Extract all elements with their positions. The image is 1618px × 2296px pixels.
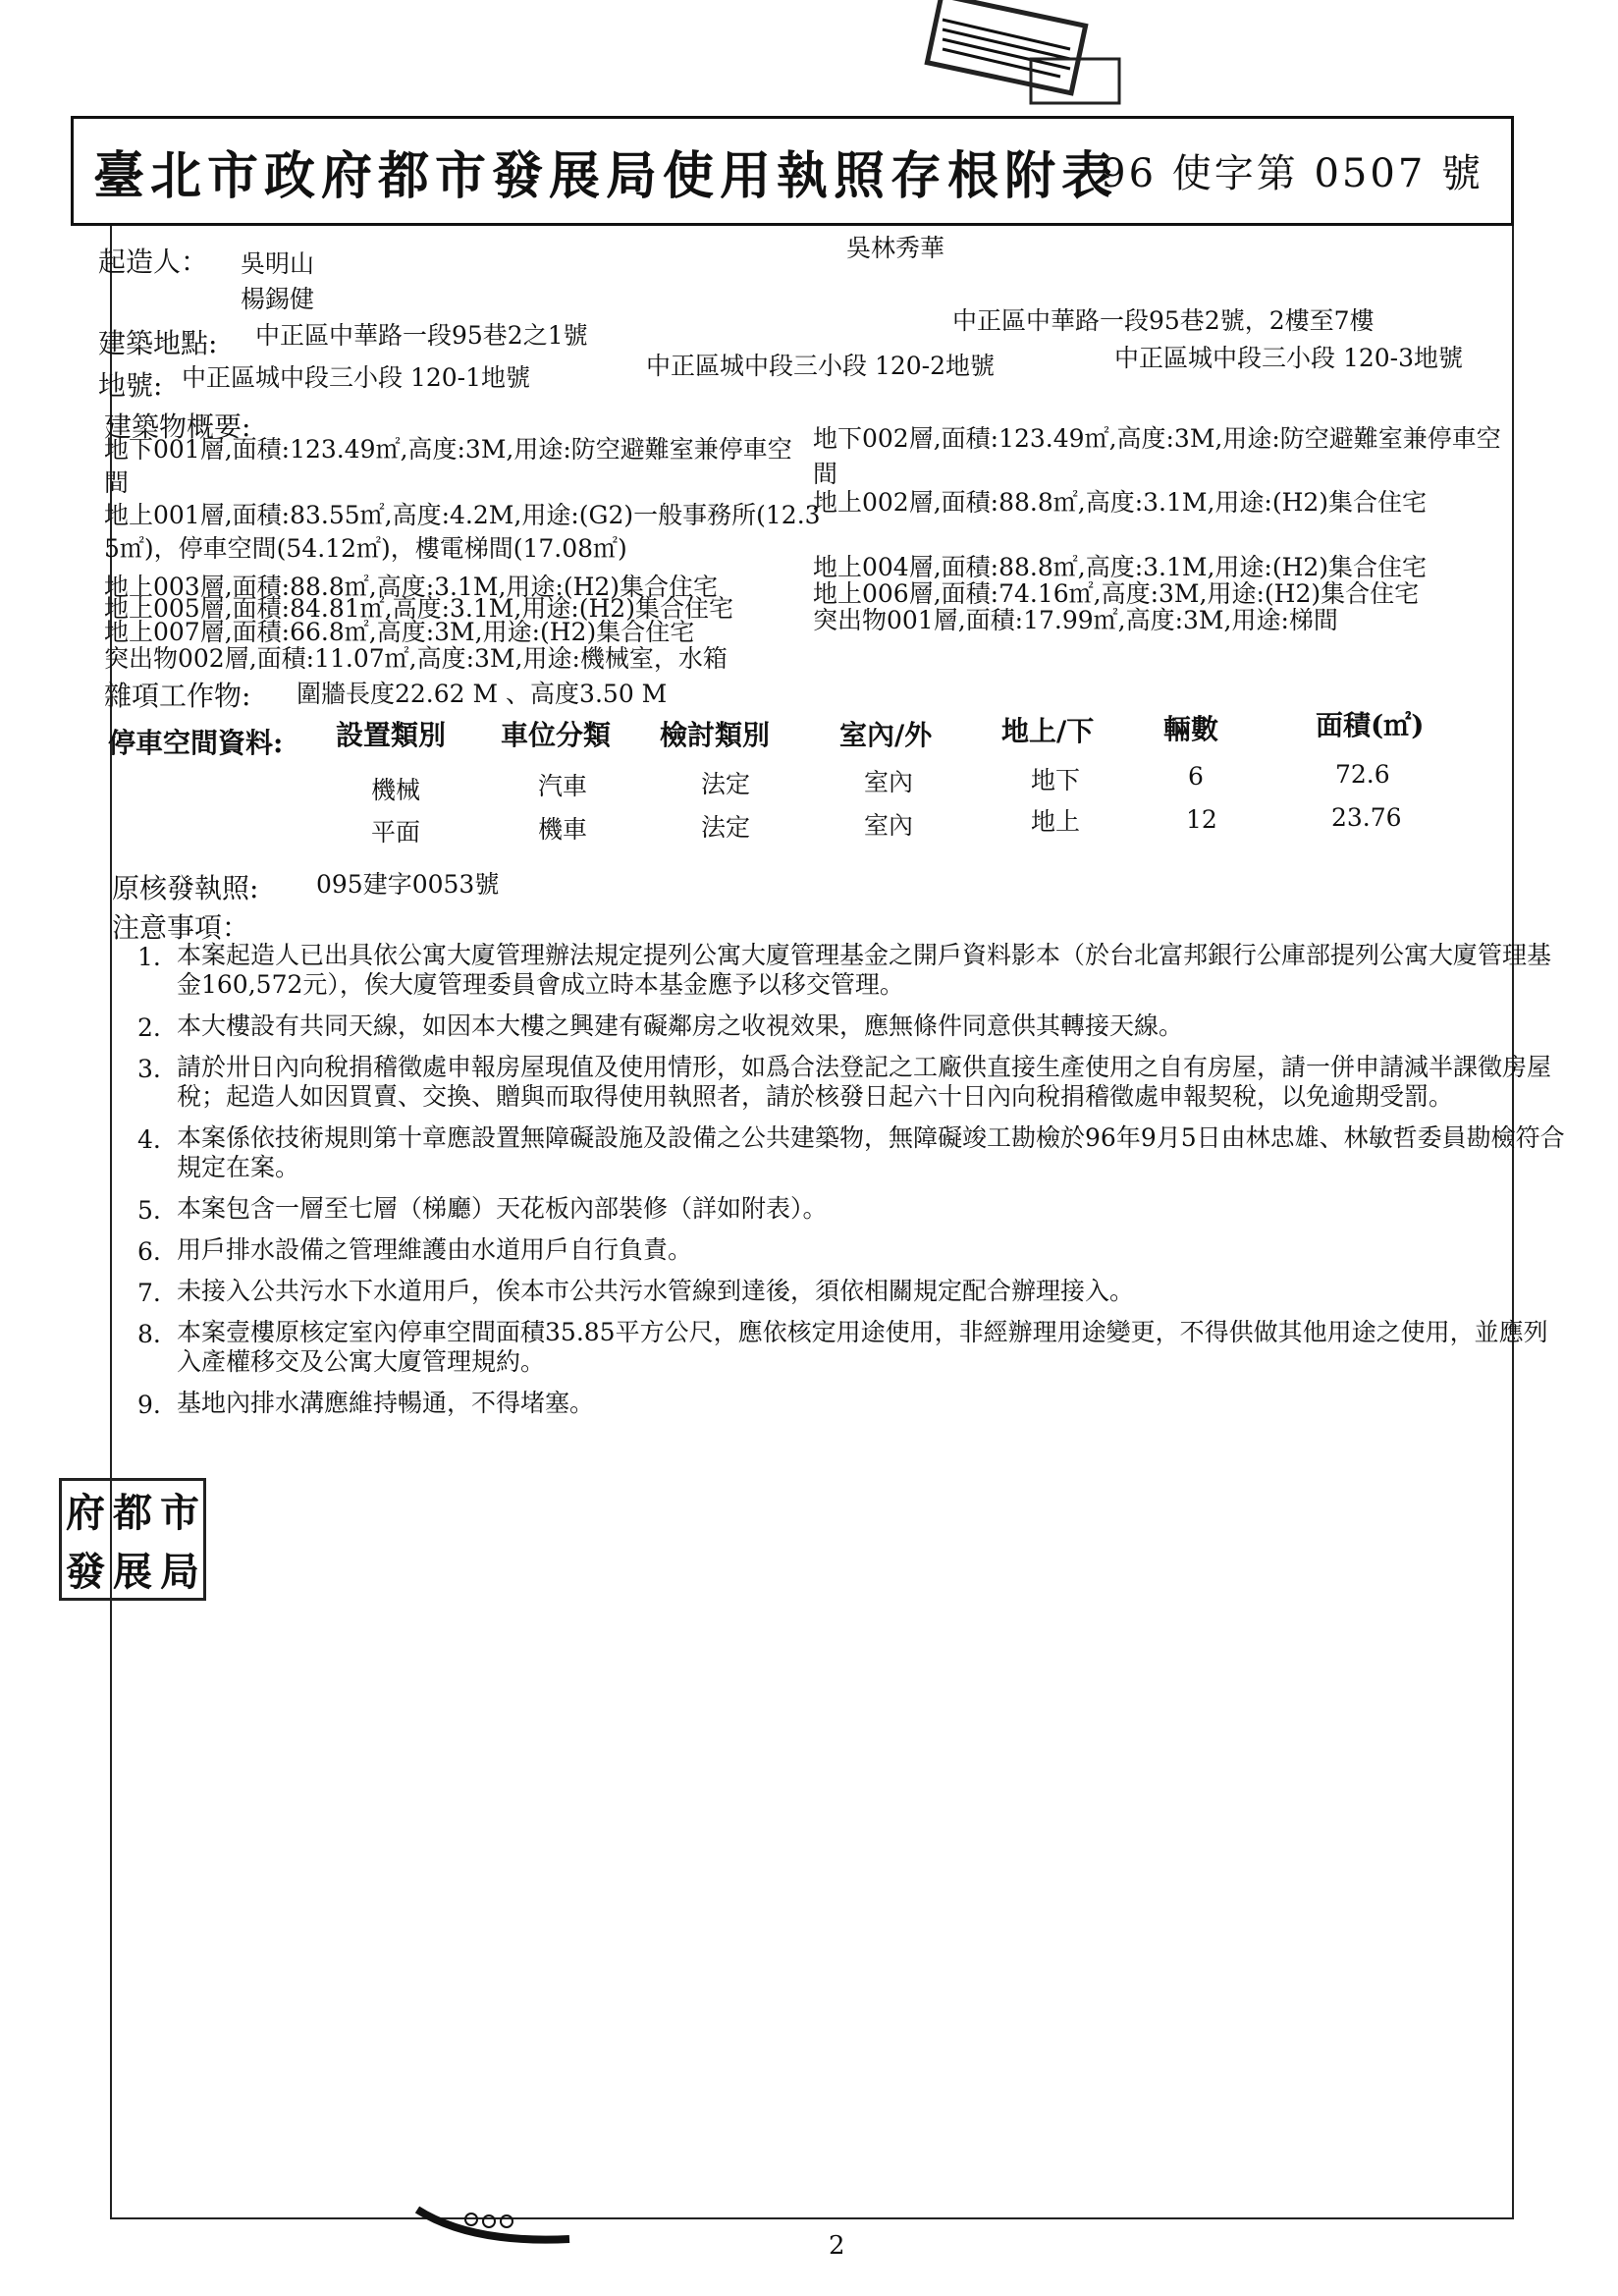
floor-2: 地上002層,面積:88.8㎡,高度:3.1M,用途:(H2)集合住宅 <box>813 488 1428 517</box>
seal-char: 都 <box>113 1490 152 1537</box>
note-text: 本案壹樓原核定室內停車空間面積35.85平方公尺，應依核定用途使用，非經辦理用途變更，不得供做其他用途之使用，並應列入產權移交及公寓大廈管理規約。 <box>177 1318 1548 1376</box>
original-permit-value: 095建字0053號 <box>316 870 500 899</box>
applicant-name-3: 吳林秀華 <box>846 234 945 262</box>
note-number: 2. <box>137 1013 161 1042</box>
misc-value: 圍牆長度22.62 M 、高度3.50 M <box>297 680 668 708</box>
parking-row1-inout: 室內 <box>864 768 914 796</box>
note-item-3 <box>128 1053 1571 1112</box>
note-text: 請於卅日內向稅捐稽徵處申報房屋現值及使用情形，如爲合法登記之工廠供直接生產使用之自有房屋，請一併申請減半課徵房屋稅；起造人如因買賣、交換、贈與而取得使用執照者，請於核發日起六十日內向稅捐稽徵處申報契稅，以免逾期受罰。 <box>177 1053 1552 1111</box>
parking-row1-class: 汽車 <box>538 772 588 800</box>
top-stamp-mark <box>913 0 1139 108</box>
floor-7: 地上007層,面積:66.8㎡,高度:3M,用途:(H2)集合住宅 <box>104 618 695 646</box>
parking-row2-inout: 室內 <box>864 811 914 840</box>
parking-row1-type: 機械 <box>371 776 421 804</box>
building-label: 建築物概要: <box>104 410 251 443</box>
protrusion-2: 突出物002層,面積:11.07㎡,高度:3M,用途:機械室，水箱 <box>104 644 728 673</box>
parking-header-review: 檢討類別 <box>660 719 771 751</box>
parking-header-type: 設置類別 <box>336 719 447 751</box>
site-address-1: 中正區中華路一段95巷2之1號 <box>255 321 588 350</box>
parking-row2-review: 法定 <box>701 813 751 842</box>
note-number: 7. <box>137 1279 161 1307</box>
lot-number-2: 中正區城中段三小段 120-2地號 <box>646 352 996 380</box>
note-item-1 <box>128 941 1571 1000</box>
parking-header-count: 輛數 <box>1163 713 1219 745</box>
floor-4: 地上004層,面積:88.8㎡,高度:3.1M,用途:(H2)集合住宅 <box>813 553 1428 581</box>
parking-row2-type: 平面 <box>371 818 421 847</box>
parking-row2-class: 機車 <box>538 815 588 844</box>
floor-b2: 地下002層,面積:123.49㎡,高度:3M,用途:防空避難室兼停車空 <box>813 424 1501 453</box>
applicant-name-2: 楊錫健 <box>241 285 315 313</box>
note-item-2 <box>128 1011 1571 1041</box>
floor-b1-cont: 間 <box>104 468 130 497</box>
note-item-8 <box>128 1318 1571 1377</box>
parking-row2-area: 23.76 <box>1331 803 1402 832</box>
parking-row1-review: 法定 <box>701 770 751 798</box>
applicant-label: 起造人： <box>98 246 209 278</box>
parking-label: 停車空間資料: <box>108 727 284 759</box>
page-number: 2 <box>829 2231 845 2261</box>
note-item-7 <box>128 1277 1571 1306</box>
seal-char: 市 <box>160 1490 199 1537</box>
lot-number-3: 中正區城中段三小段 120-3地號 <box>1114 344 1464 372</box>
note-text: 本大樓設有共同天線，如因本大樓之興建有礙鄰房之收視效果，應無條件同意供其轉接天線。 <box>177 1011 1184 1040</box>
site-label: 建築地點: <box>98 327 218 359</box>
site-address-2: 中正區中華路一段95巷2號，2樓至7樓 <box>952 306 1375 335</box>
misc-label: 雜項工作物: <box>104 680 251 712</box>
notes-list <box>128 941 1565 1430</box>
seal-char: 發 <box>66 1548 105 1595</box>
parking-row1-area: 72.6 <box>1335 760 1390 789</box>
parking-row2-count: 12 <box>1186 805 1217 834</box>
parking-header-area: 面積(㎡) <box>1316 709 1425 741</box>
protrusion-1: 突出物001層,面積:17.99㎡,高度:3M,用途:梯間 <box>813 606 1338 634</box>
note-item-4 <box>128 1123 1571 1182</box>
note-text: 基地內排水溝應維持暢通，不得堵塞。 <box>177 1389 595 1417</box>
floor-1-cont: 5㎡)，停車空間(54.12㎡)，樓電梯間(17.08㎡) <box>104 534 627 563</box>
document-title: 臺北市政府都市發展局使用執照存根附表 <box>93 146 1119 206</box>
note-text: 本案包含一層至七層（梯廳）天花板內部裝修（詳如附表）。 <box>177 1194 828 1223</box>
note-text: 本案起造人已出具依公寓大廈管理辦法規定提列公寓大廈管理基金之開戶資料影本（於台北富邦銀行公庫部提列公寓大廈管理基金160,572元），俟大廈管理委員會成立時本基金應予以移交管理。 <box>177 941 1552 999</box>
parking-row1-level: 地下 <box>1031 766 1081 794</box>
seal-char: 局 <box>160 1548 199 1595</box>
note-number: 5. <box>137 1196 161 1225</box>
floor-b1: 地下001層,面積:123.49㎡,高度:3M,用途:防空避難室兼停車空 <box>104 435 792 464</box>
floor-b2-cont: 間 <box>813 460 838 488</box>
floor-5: 地上005層,面積:84.81㎡,高度:3.1M,用途:(H2)集合住宅 <box>104 594 733 623</box>
permit-number: 96 使字第 0507 號 <box>1101 151 1483 196</box>
lot-number-1: 中正區城中段三小段 120-1地號 <box>182 363 531 392</box>
note-number: 3. <box>137 1055 161 1083</box>
note-number: 4. <box>137 1125 161 1154</box>
notes-label: 注意事項： <box>112 911 250 944</box>
note-number: 6. <box>137 1237 161 1266</box>
note-item-9 <box>128 1389 1571 1418</box>
floor-3: 地上003層,面積:88.8㎡,高度:3.1M,用途:(H2)集合住宅 <box>104 573 719 601</box>
floor-6: 地上006層,面積:74.16㎡,高度:3M,用途:(H2)集合住宅 <box>813 579 1420 608</box>
lot-label: 地號: <box>98 369 163 402</box>
parking-row2-level: 地上 <box>1031 807 1081 836</box>
note-item-5 <box>128 1194 1571 1224</box>
official-seal <box>59 1478 206 1601</box>
note-item-6 <box>128 1235 1571 1265</box>
note-text: 本案係依技術規則第十章應設置無障礙設施及設備之公共建築物，無障礙竣工勘檢於96年9月5日由林忠雄、林敏哲委員勘檢符合規定在案。 <box>177 1123 1565 1181</box>
note-number: 8. <box>137 1320 161 1348</box>
original-permit-label: 原核發執照: <box>112 872 259 904</box>
note-text: 未接入公共污水下水道用戶，俟本市公共污水管線到達後，須依相關規定配合辦理接入。 <box>177 1277 1135 1305</box>
note-number: 1. <box>137 943 161 971</box>
note-text: 用戶排水設備之管理維護由水道用戶自行負責。 <box>177 1235 693 1264</box>
note-number: 9. <box>137 1391 161 1419</box>
parking-row1-count: 6 <box>1188 762 1204 791</box>
seal-char: 展 <box>113 1548 152 1595</box>
parking-header-class: 車位分類 <box>501 719 612 751</box>
parking-header-inout: 室內/外 <box>839 719 933 751</box>
bottom-stamp-mark <box>412 2200 579 2249</box>
title-box <box>71 116 1514 226</box>
parking-header-level: 地上/下 <box>1001 715 1095 747</box>
applicant-name-1: 吳明山 <box>241 249 315 278</box>
floor-1: 地上001層,面積:83.55㎡,高度:4.2M,用途:(G2)一般事務所(12.3 <box>104 501 821 529</box>
seal-char: 府 <box>66 1490 105 1537</box>
